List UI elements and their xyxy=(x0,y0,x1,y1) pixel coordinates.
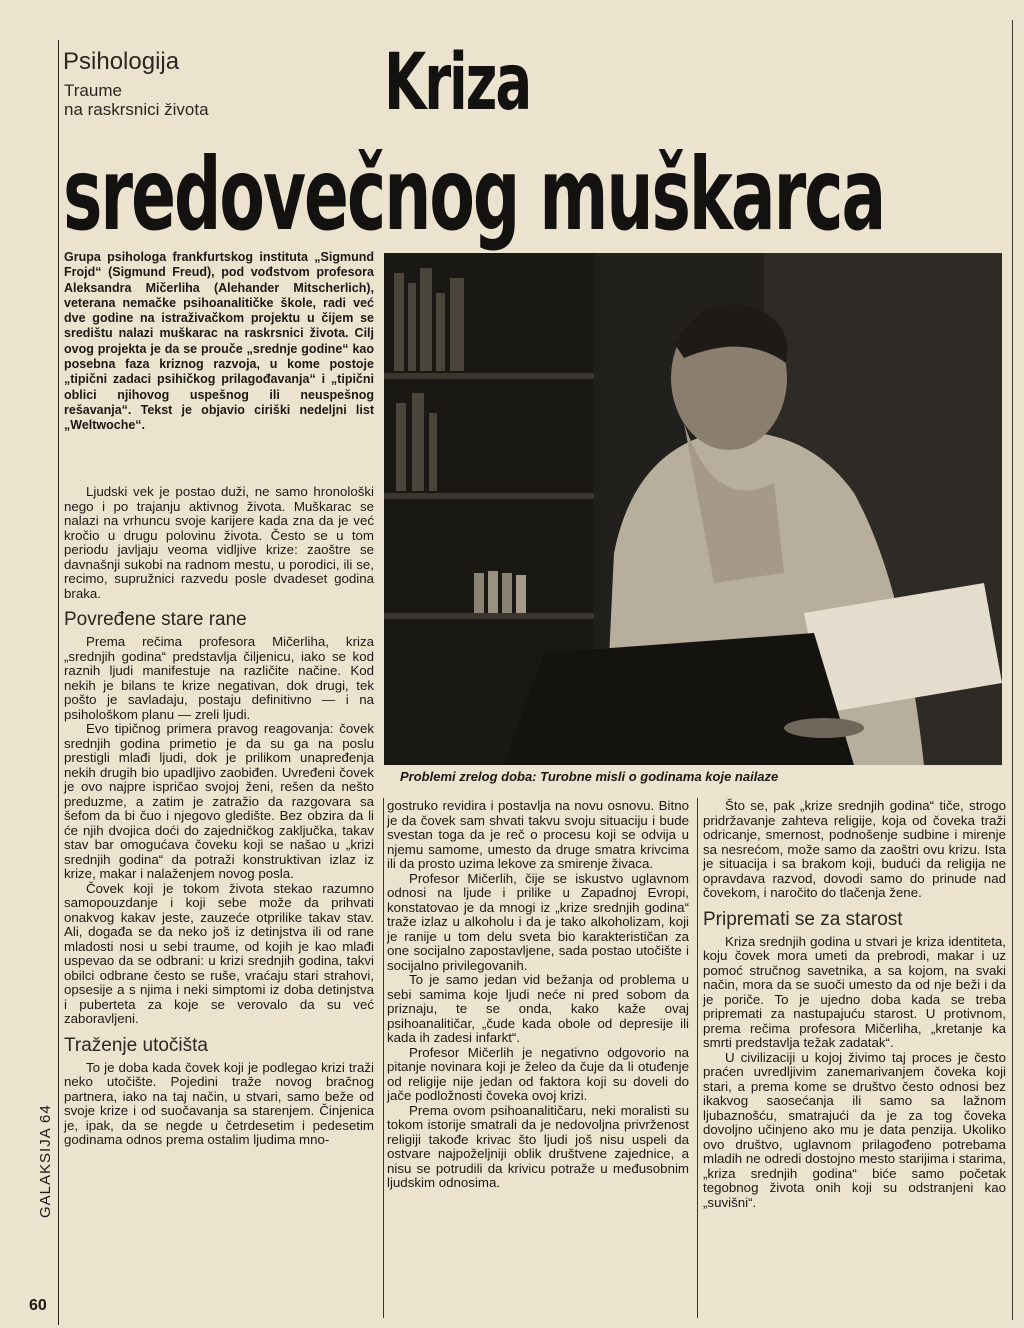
col1-paragraph-1: Ljudski vek je postao duži, ne samo hronološki nego i po trajanju aktivnog života. Muškarac se nalazi na vrhuncu svoje karijere kada zna da je već kročio u drugu polovinu života. Često se u tom periodu javljaju veoma vidljive krize: zaoštre se davnašnji sukobi na radnom mestu, u porodici, ili se, recimo, supružnici razvedu posle dvadeset godina braka. xyxy=(64,484,374,601)
photo-caption: Problemi zrelog doba: Turobne misli o godinama koje nailaze xyxy=(400,769,779,784)
col2-paragraph-2: Profesor Mičerlih, čije se iskustvo uglavnom odnosi na ljude i prilike u Zapadnoj Evropi, konstatovao je da mnogi iz „krize srednjih godina“ traže izlaz u alkoholu i da je tako alkoholizam, koji je ranije u tom delu sveta bio karakterističan za one socijalno zapostavljene, sada postao utočište i socijalno privilegovanih. xyxy=(387,870,689,973)
headline-line-2: sredovečnog muškarca xyxy=(63,136,885,253)
section-label: Psihologija xyxy=(63,48,180,75)
kicker-line-2: na raskrsnici života xyxy=(64,100,209,119)
right-margin-rule xyxy=(1012,20,1013,1320)
headline-line-1: Kriza xyxy=(384,38,531,128)
kicker xyxy=(64,81,209,119)
article-column-1 xyxy=(64,485,374,1148)
column-rule-1 xyxy=(383,798,384,1318)
col1-paragraph-2: Prema rečima profesora Mičerliha, kriza „srednjih godina“ predstavlja čiljenicu, iako se kod raznih ljudi manifestuje na različite načine. Kod nekih je bilans te krize negativan, dok drugi, tek pošto je savladaju, postaju definitivno — i na psihološkom planu — zreli ljudi. xyxy=(64,634,374,722)
subheading-pripremati-se-za-starost: Pripremati se za starost xyxy=(703,908,903,930)
kicker-line-1: Traume xyxy=(64,81,122,100)
article-photo xyxy=(384,253,1002,765)
col3-paragraph-1: Što se, pak „krize srednjih godina“ tiče, strogo pridržavanje zahteva religije, koja od čoveka traži odricanje, smernost, podnošenje sudbine i mirenje sa nesrećom, može samo da zaoštri ovu krizu. Ista je situacija i sa brakom koji, budući da religija ne opravdava razvod, dovodi samo do prinude nad čovekom, i naročito do tlačenja žene. xyxy=(703,798,1006,900)
col2-paragraph-5: Prema ovom psihoanalitičaru, neki moralisti su tokom istorije smatrali da je nedovoljna privrženost religiji takođe krivac što ljudi još nisu uspeli da ostvare najpoželjniji oblik društvene zajednice, a nisu se potrudili da krivicu potraže u međusobnim ljudskim odnosima. xyxy=(387,1102,689,1190)
page-number: 60 xyxy=(29,1297,47,1314)
subheading-povredjene-stare-rane: Povređene stare rane xyxy=(64,609,247,630)
col2-paragraph-4: Profesor Mičerlih je negativno odgovorio na pitanje novinara koji je želeo da čuje da li otuđenje od religije nije jedan od faktora koji su doveli do jače podložnosti čoveka ovoj krizi. xyxy=(387,1044,689,1103)
col1-paragraph-5: To je doba kada čovek koji je podlegao krizi traži neko utočište. Pojedini traže novog bračnog partnera, iako na taj način, u stvari, samo beže od svoje krize i od suočavanja sa starenjem. Činjenica je, ipak, da se negde u četrdesetim i pedesetim godinama odnos prema ostalim ljudima mno- xyxy=(64,1059,374,1147)
left-margin-rule xyxy=(58,40,59,1325)
article-column-3 xyxy=(703,799,1006,1210)
col1-paragraph-3: Evo tipičnog primera pravog reagovanja: čovek srednjih godina primetio je da su ga na poslu prestigli mlađi ljudi, dok je prilikom unapređenja nekih drugih bio upadljivo zaobiđen. Uvređeni čovek je ovo najpre ispričao svojoj ženi, rešen da nešto preduzme, a zatim je zatražio da razgovara sa šefom da bi čuo i njegovo gledište. Bez obzira da li će njih dvojica doći do zajedničkog zaključka, takav stav bar omogućava čoveku koji se našao u „krizi srednjih godina“ da potraži konstruktivan izlaz iz krize, makar i nalaženjem novog posla. xyxy=(64,721,374,881)
photo-illustration xyxy=(384,253,1002,765)
col2-paragraph-1: gostruko revidira i postavlja na novu osnovu. Bitno je da čovek sam shvati takvu svoju situaciju i bude svestan toga da je reč o procesu koji se odvija u njemu samome, umesto da druge smatra krivcima ili da prosto uzima lekove za smirenje živaca. xyxy=(387,798,689,871)
col3-paragraph-2: Kriza srednjih godina u stvari je kriza identiteta, koju čovek mora umeti da prebrodi, makar i uz pomoć stručnog savetnika, a sa kojom, na svaki način, mora da se suoči umesto da od nje beži i da je poriče. To je ujedno doba kada se treba pripremati za nastupajuću starost. U protivnom, prema rečima profesora Mičerliha, „kretanje ka smrti predstavlja težak zadatak“. xyxy=(703,933,1006,1050)
lead-paragraph: Grupa psihologa frankfurtskog instituta „Sigmund Frojd“ (Sigmund Freud), pod vođstvom profesora Aleksandra Mičerliha (Alehander Mitscherlich), veterana nemačke psihoanalitičke škole, radi već dve godine na istraživačkom projektu u čijem se središtu nalazi muškarac na raskrsnici života. Cilj ovog projekta je da se prouče „srednje godine“ kao posebna faza kriznog razvoja, u kome postoje „tipični zadaci psihičkog prilagođavanja“ i „tipični oblici njihovog uspešnog ili neuspešnog rešavanja“. Tekst je objavio ciriški nedeljni list „Weltwoche“. xyxy=(64,250,374,433)
article-column-2 xyxy=(387,799,689,1191)
magazine-name-vertical: GALAKSIJA 64 xyxy=(37,1104,54,1218)
col1-paragraph-4: Čovek koji je tokom života stekao razumno samopouzdanje i koji sebe može da prihvati onakvog kakav jeste, zauzeće otprilike takav stav. Ali, događa se da neko još iz detinjstva ili od rane mladosti nosi u sebi traume, od kojih je kao mlađi uspevao da se odbrani: u krizi srednjih godina, takvi obilci odbrane često se ruše, vraćaju stari strahovi, opsesije a s njima i neki simptomi iz doba detinjstva i puberteta za koje se verovalo da su već zaboravljeni. xyxy=(64,880,374,1026)
col3-paragraph-3: U civilizaciji u kojoj živimo taj proces je često praćen uvredljivim zanemarivanjem čoveka koji stari, a prema kome se društvo često odnosi bez ikakvog saosećanja ili samo sa lažnom ljubaznošću, smatrajući da je za tog čoveka dovoljno učinjeno ako mu je data penzija. Ukoliko ovo društvo, uglavnom prilagođeno potrebama mladih ne odredi dostojno mesto starijima i starima, „kriza srednjih godina“ biće samo početak tegobnog života onih koji su odstranjeni kao „suvišni“. xyxy=(703,1049,1007,1210)
column-rule-2 xyxy=(697,798,698,1318)
subheading-trazenje-utocista: Traženje utočišta xyxy=(64,1034,208,1056)
col2-paragraph-3: To je samo jedan vid bežanja od problema u sebi samima koje ljudi neće ni pred sobom da priznaju, te se onda, kako kaže ovaj psihoanalitičar, „čude kada obole od depresije ili kada ih zadesi infarkt“. xyxy=(387,972,689,1045)
